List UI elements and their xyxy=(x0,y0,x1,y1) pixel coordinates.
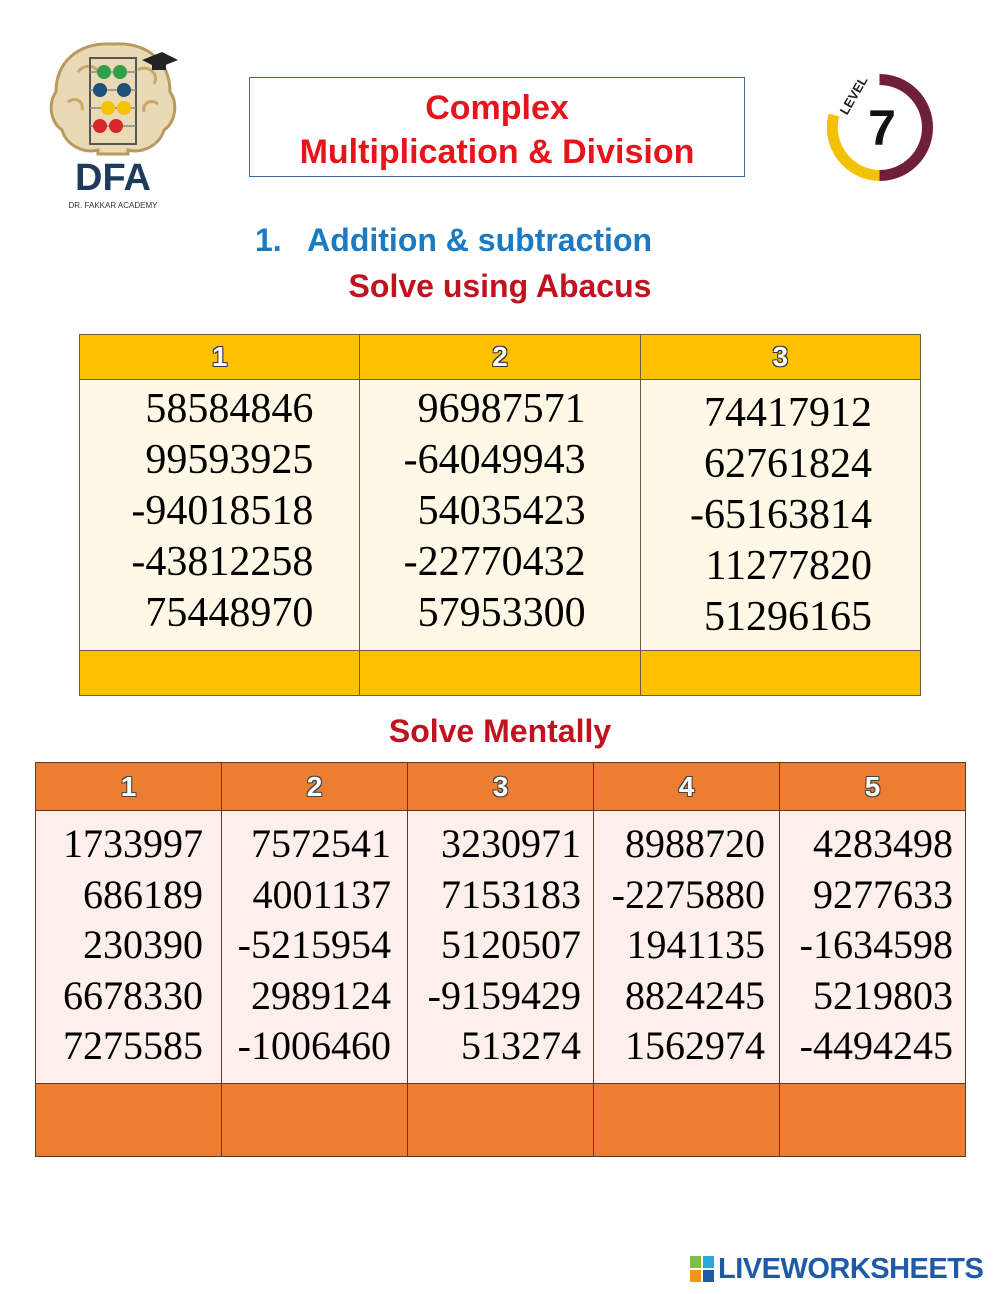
svg-text:LEVEL: LEVEL xyxy=(836,73,871,118)
abacus-brain-logo-icon xyxy=(38,32,188,212)
number: -9159429 xyxy=(427,972,581,1018)
number: -94018518 xyxy=(131,488,314,534)
mental-header-2: 2 xyxy=(222,763,408,811)
number: 7572541 xyxy=(251,821,391,866)
mental-problem-2 xyxy=(222,811,408,1084)
number: -1006460 xyxy=(237,1023,391,1068)
section-heading-addition: 1. Addition & subtraction xyxy=(255,222,653,258)
mental-problem-5 xyxy=(780,811,966,1084)
number: 62761824 xyxy=(704,441,872,487)
level-badge xyxy=(822,70,937,185)
liveworksheets-brand xyxy=(690,1252,983,1286)
svg-text:DFA: DFA xyxy=(75,157,151,199)
level-ring-icon xyxy=(822,70,937,185)
number: 96987571 xyxy=(417,386,586,432)
heading-solve-mentally: Solve Mentally xyxy=(388,713,612,749)
number: -2275880 xyxy=(611,871,765,917)
number: 54035423 xyxy=(417,488,586,534)
abacus-table xyxy=(79,334,921,696)
mental-answer-field-5[interactable] xyxy=(780,1084,966,1157)
mental-header-3: 3 xyxy=(408,763,594,811)
title-line-1: Complex xyxy=(425,89,569,127)
number: 4001137 xyxy=(252,871,391,917)
number: 1562974 xyxy=(625,1023,765,1068)
number: 6678330 xyxy=(63,972,203,1018)
number: 2989124 xyxy=(251,972,391,1018)
title-line-2: Multiplication & Division xyxy=(299,133,695,171)
mental-problem-3 xyxy=(408,811,594,1084)
mental-header-5: 5 xyxy=(780,763,966,811)
svg-text:DR. FAKKAR ACADEMY: DR. FAKKAR ACADEMY xyxy=(68,201,158,210)
number: -4494245 xyxy=(799,1023,953,1068)
mental-problem-1 xyxy=(36,811,222,1084)
number: 230390 xyxy=(83,922,203,967)
mental-answer-field-3[interactable] xyxy=(408,1084,594,1157)
subheading-abacus: Solve using Abacus xyxy=(348,268,652,304)
number: 9277633 xyxy=(813,871,953,917)
number: -5215954 xyxy=(237,922,391,967)
mental-header-1: 1 xyxy=(36,763,222,811)
number: -64049943 xyxy=(403,437,586,483)
number: 8988720 xyxy=(625,821,765,866)
number: 686189 xyxy=(83,871,203,917)
abacus-answer-field-1[interactable] xyxy=(80,651,360,696)
mental-table xyxy=(35,762,966,1157)
mental-problem-4 xyxy=(594,811,780,1084)
mental-header-4: 4 xyxy=(594,763,780,811)
number: 8824245 xyxy=(625,972,765,1018)
number: 58584846 xyxy=(145,386,314,432)
abacus-header-3: 3 xyxy=(640,335,920,380)
number: 57953300 xyxy=(417,590,586,636)
mental-answer-field-2[interactable] xyxy=(222,1084,408,1157)
brand-name: LIVEWORKSHEETS xyxy=(718,1252,984,1285)
number: -1634598 xyxy=(799,922,953,967)
number: 11277820 xyxy=(705,543,872,589)
number: -22770432 xyxy=(403,539,586,585)
mental-answer-field-4[interactable] xyxy=(594,1084,780,1157)
number: 99593925 xyxy=(145,437,314,483)
number: 51296165 xyxy=(704,594,872,640)
number: 5219803 xyxy=(813,972,953,1018)
number: -43812258 xyxy=(131,539,314,585)
number: 74417912 xyxy=(704,390,872,436)
abacus-problem-3 xyxy=(640,380,920,651)
number: 5120507 xyxy=(441,922,581,967)
number: 1941135 xyxy=(626,922,765,967)
abacus-answer-field-3[interactable] xyxy=(640,651,920,696)
abacus-header-1: 1 xyxy=(80,335,360,380)
number: 75448970 xyxy=(145,590,314,636)
abacus-problem-1 xyxy=(80,380,360,651)
number: 3230971 xyxy=(441,821,581,866)
number: -65163814 xyxy=(690,492,872,538)
abacus-answer-field-2[interactable] xyxy=(360,651,640,696)
number: 4283498 xyxy=(813,821,953,866)
number: 513274 xyxy=(461,1023,581,1068)
abacus-header-2: 2 xyxy=(360,335,640,380)
number: 1733997 xyxy=(63,821,203,866)
mental-answer-field-1[interactable] xyxy=(36,1084,222,1157)
number: 7275585 xyxy=(63,1023,203,1068)
liveworksheets-logo-icon xyxy=(690,1256,714,1282)
abacus-problem-2 xyxy=(360,380,640,651)
worksheet-title xyxy=(249,77,745,177)
academy-logo xyxy=(38,32,188,212)
number: 7153183 xyxy=(441,871,581,917)
svg-text:7: 7 xyxy=(868,100,896,156)
